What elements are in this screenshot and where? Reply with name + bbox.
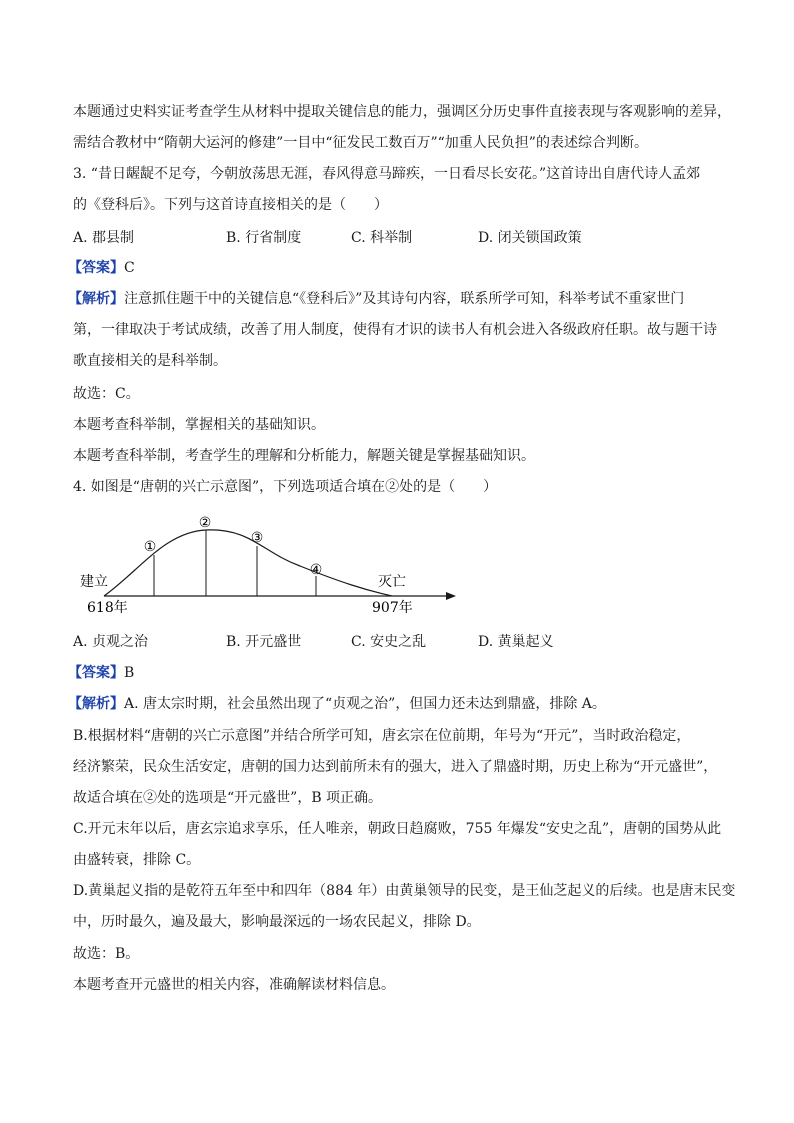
analysis-line: 第，一律取决于考试成绩，改善了用人制度，使得有才识的读书人有机会进入各级政府任职。故与题干诗: [73, 322, 717, 338]
option-a: A. 贞观之治: [73, 634, 149, 650]
answer-value: C: [124, 260, 135, 276]
marker-label-2: ②: [198, 515, 212, 531]
end-label: 灭亡: [378, 574, 406, 590]
analysis-line: 歌直接相关的是科举制。: [73, 353, 227, 369]
option-d: D. 闭关锁国政策: [478, 230, 582, 246]
option-d: D. 黄巢起义: [478, 634, 554, 650]
analysis-line: C.开元末年以后，唐玄宗追求享乐，任人唯亲，朝政日趋腐败，755 年爆发“安史之乱”，唐朝的国势从此: [73, 821, 722, 837]
option-c: C. 安史之乱: [351, 634, 427, 650]
option-b: B. 行省制度: [226, 230, 302, 246]
option-b: B. 开元盛世: [226, 634, 302, 650]
analysis-line: 故适合填在②处的选项是“开元盛世”，B 项正确。: [73, 790, 383, 806]
analysis-tag: 【解析】: [68, 696, 124, 712]
analysis-line: [68, 694, 606, 714]
paragraph-line: 需结合教材中“隋朝大运河的修建”一目中“征发民工数百万”“加重人民负担”的表述综合判断。: [73, 135, 648, 151]
analysis-tag: 【解析】: [68, 291, 124, 307]
question-3-stem: 的《登科后》。下列与这首诗直接相关的是（ ）: [73, 197, 388, 213]
analysis-line: 由盛转衰，排除 C。: [73, 852, 201, 868]
option-a: A. 郡县制: [73, 230, 135, 246]
analysis-text: A. 唐太宗时期，社会虽然出现了“贞观之治”，但国力还未达到鼎盛，排除 A。: [124, 696, 606, 712]
select-line: 故选：B。: [73, 946, 140, 962]
marker-label-4: ④: [309, 562, 323, 578]
note-line: 本题考查科举制，掌握相关的基础知识。: [73, 417, 325, 433]
answer-tag: 【答案】: [68, 260, 124, 276]
answer-value: B: [124, 665, 135, 681]
analysis-text: 注意抓住题干中的关键信息“《登科后》”及其诗句内容，联系所学可知，科举考试不重家世门: [124, 291, 685, 307]
marker-label-3: ③: [250, 530, 264, 546]
analysis-line: 经济繁荣，民众生活安定，唐朝的国力达到前所未有的强大，进入了鼎盛时期，历史上称为“开元盛世”，: [73, 759, 718, 775]
answer-tag: 【答案】: [68, 665, 124, 681]
note-line: 本题考查科举制，考查学生的理解和分析能力，解题关键是掌握基础知识。: [73, 448, 535, 464]
start-year: 618年: [87, 600, 128, 616]
question-3-stem: 3. “昔日龌龊不足夸，今朝放荡思无涯，春风得意马蹄疾，一日看尽长安花。”这首诗出自唐代诗人孟郊: [73, 166, 701, 182]
question-4-stem: 4. 如图是“唐朝的兴亡示意图”，下列选项适合填在②处的是（ ）: [73, 479, 498, 495]
analysis-line: B.根据材料“唐朝的兴亡示意图”并结合所学可知，唐玄宗在位前期，年号为“开元”，当时政治稳定，: [73, 728, 691, 744]
marker-label-1: ①: [143, 539, 157, 555]
answer-line: [68, 663, 134, 683]
analysis-line: 中，历时最久，遍及最大，影响最深远的一场农民起义，排除 D。: [73, 914, 481, 930]
option-c: C. 科举制: [351, 230, 413, 246]
note-line: 本题考查开元盛世的相关内容，准确解读材料信息。: [73, 977, 395, 993]
end-year: 907年: [372, 600, 413, 616]
axis-arrow-icon: [446, 592, 456, 600]
paragraph-line: 本题通过史料实证考查学生从材料中提取关键信息的能力，强调区分历史事件直接表现与客观影响的差异，: [73, 104, 731, 120]
start-label: 建立: [80, 574, 108, 590]
select-line: 故选：C。: [73, 386, 140, 402]
analysis-line: D.黄巢起义指的是乾符五年至中和四年（884 年）由黄巢领导的民变，是王仙芝起义的后续。也是唐末民变: [73, 883, 736, 899]
